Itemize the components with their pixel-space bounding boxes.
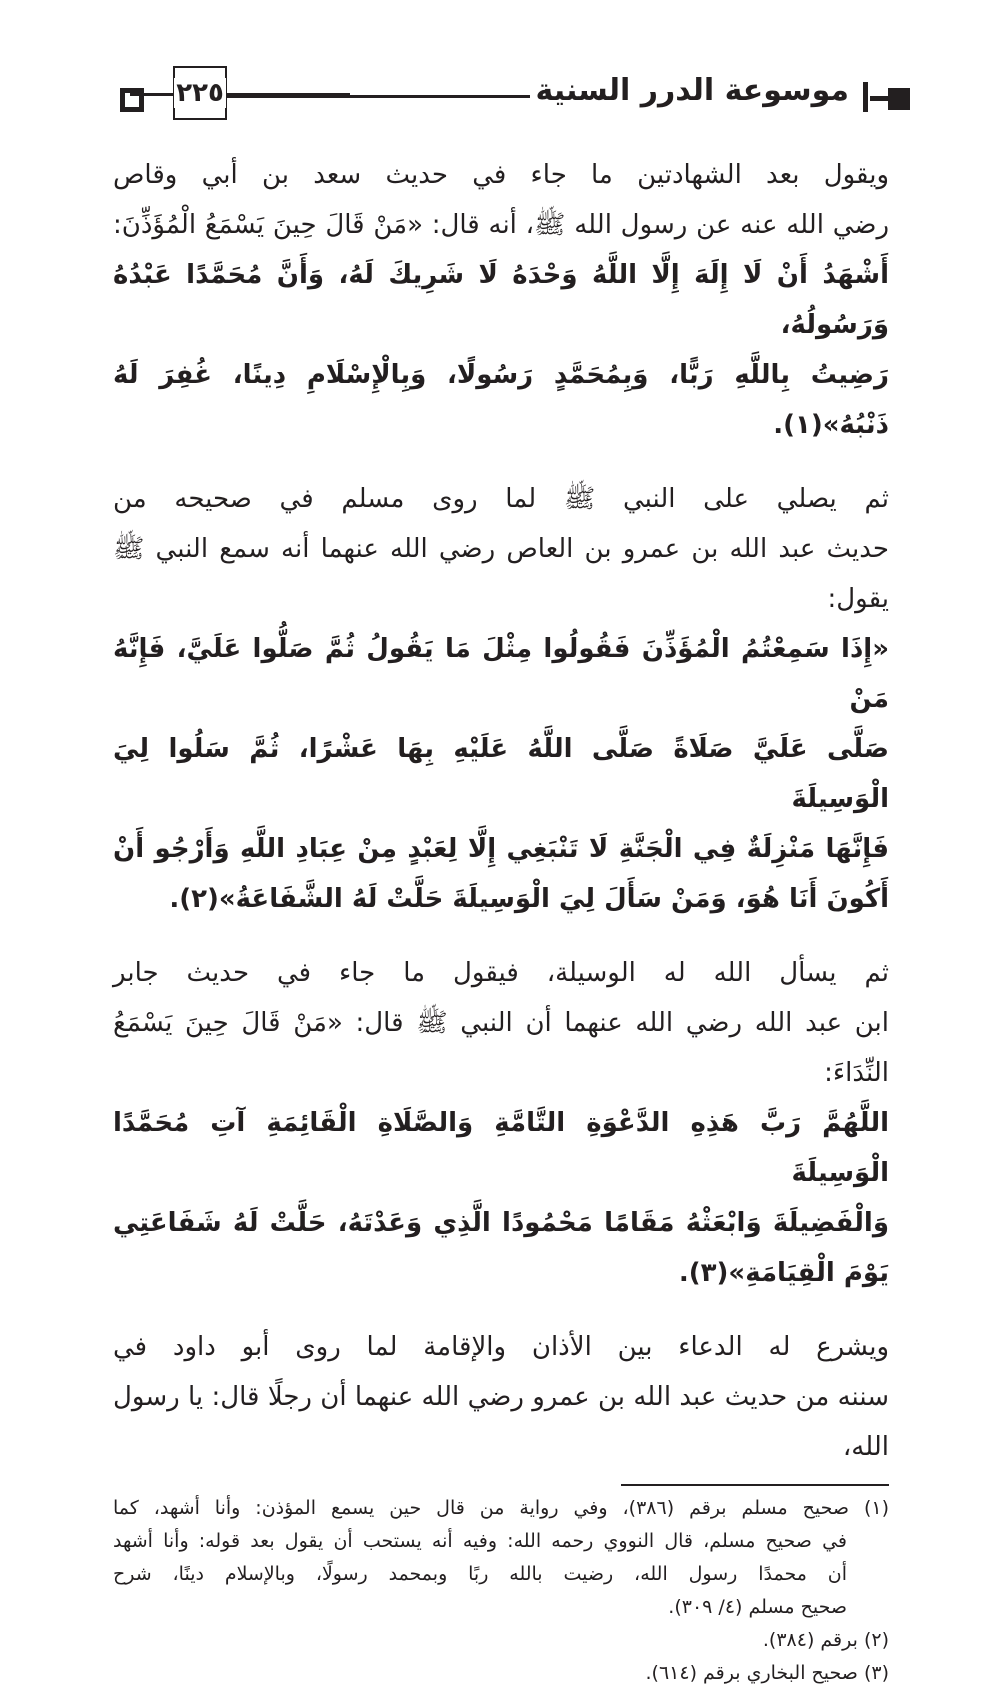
page-number: ٢٢٥ — [176, 78, 224, 108]
header-rule-right — [870, 96, 888, 101]
footnote-3: (٣) صحيح البخاري برقم (٦١٤). — [645, 1662, 889, 1684]
square-ornament-right — [888, 88, 910, 110]
paragraph-4 — [113, 1322, 889, 1472]
hadith-line: «إِذَا سَمِعْتُمُ الْمُؤَذِّنَ فَقُولُوا مِثْلَ مَا يَقُولُ ثُمَّ صَلُّوا عَلَيَّ، فَإِنَّهُ مَنْ — [113, 634, 889, 714]
hadith-line: أَكُونَ أَنَا هُوَ، وَمَنْ سَأَلَ لِيَ الْوَسِيلَةَ حَلَّتْ لَهُ الشَّفَاعَةُ»(٢). — [169, 884, 889, 914]
text-line: حديث عبد الله بن عمرو بن العاص رضي الله عنهما أنه سمع النبي ﷺ يقول: — [113, 534, 889, 614]
footnote-1: (١) صحيح مسلم برقم (٣٨٦)، وفي رواية من قال حين يسمع المؤذن: وأنا أشهد، كما — [113, 1497, 890, 1519]
footnote-1-cont: في صحيح مسلم، قال النووي رحمه الله: وفيه أنه يستحب أن يقول بعد قوله: وأنا أشهد — [113, 1530, 847, 1552]
hadith-line: وَالْفَضِيلَةَ وَابْعَثْهُ مَقَامًا مَحْمُودًا الَّذِي وَعَدْتَهُ، حَلَّتْ لَهُ شَفَاعَتِي — [113, 1208, 889, 1238]
hadith-line: يَوْمَ الْقِيَامَةِ»(٣). — [678, 1258, 889, 1288]
hadith-line: صَلَّى عَلَيَّ صَلَاةً صَلَّى اللَّهُ عَلَيْهِ بِهَا عَشْرًا، ثُمَّ سَلُوا لِيَ الْوَسِيلَةَ — [113, 734, 889, 814]
footnote-1-cont: أن محمدًا رسول الله، رضيت بالله ربًا وبمحمد رسولًا، وبالإسلام دينًا، شرح — [113, 1563, 847, 1585]
text-line: ثم يسأل الله له الوسيلة، فيقول ما جاء في حديث جابر — [113, 958, 889, 988]
paragraph-1 — [113, 150, 889, 450]
main-text — [113, 150, 889, 1472]
text-line: ثم يصلي على النبي ﷺ لما روى مسلم في صحيحه من — [113, 484, 889, 514]
square-ornament-left — [120, 88, 144, 112]
header-bar-right — [863, 82, 868, 112]
hadith-line: فَإِنَّهَا مَنْزِلَةٌ فِي الْجَنَّةِ لَا تَنْبَغِي إِلَّا لِعَبْدٍ مِنْ عِبَادِ اللَّهِ وَأَرْجُو أَنْ — [113, 834, 889, 864]
hadith-line: اللَّهُمَّ رَبَّ هَذِهِ الدَّعْوَةِ التَّامَّةِ وَالصَّلَاةِ الْقَائِمَةِ آتِ مُحَمَّدًا الْوَسِيلَةَ — [113, 1108, 889, 1188]
text-line: سننه من حديث عبد الله بن عمرو رضي الله عنهما أن رجلًا قال: يا رسول الله، — [113, 1382, 889, 1462]
hadith-line: رَضِيتُ بِاللَّهِ رَبًّا، وَبِمُحَمَّدٍ رَسُولًا، وَبِالْإِسْلَامِ دِينًا، غُفِرَ لَهُ ذَنْبُهُ»(١). — [113, 360, 889, 440]
text-line: ابن عبد الله رضي الله عنهما أن النبي ﷺ قال: «مَنْ قَالَ حِينَ يَسْمَعُ النِّدَاءَ: — [113, 1008, 889, 1088]
book-title: موسوعة الدرر السنية — [530, 62, 855, 120]
page-header — [110, 62, 910, 122]
footnote-2: (٢) برقم (٣٨٤). — [762, 1629, 889, 1651]
text-line: رضي الله عنه عن رسول الله ﷺ، أنه قال: «مَنْ قَالَ حِينَ يَسْمَعُ الْمُؤَذِّنَ: — [113, 210, 889, 240]
footnote-separator — [621, 1484, 889, 1486]
page-content — [113, 150, 889, 1690]
text-line: ويقول بعد الشهادتين ما جاء في حديث سعد بن أبي وقاص — [113, 160, 889, 190]
text-line: ويشرع له الدعاء بين الأذان والإقامة لما روى أبو داود في — [113, 1332, 889, 1362]
paragraph-3 — [113, 948, 889, 1298]
footnotes — [113, 1492, 889, 1690]
page-number-frame — [173, 66, 227, 120]
paragraph-2 — [113, 474, 889, 924]
footnote-1-cont: صحيح مسلم (٤/ ٣٠٩). — [668, 1596, 847, 1618]
hadith-line: أَشْهَدُ أَنْ لَا إِلَهَ إِلَّا اللَّهُ وَحْدَهُ لَا شَرِيكَ لَهُ، وَأَنَّ مُحَمَّدًا عَبْدُهُ وَرَسُولُهُ، — [113, 260, 889, 340]
